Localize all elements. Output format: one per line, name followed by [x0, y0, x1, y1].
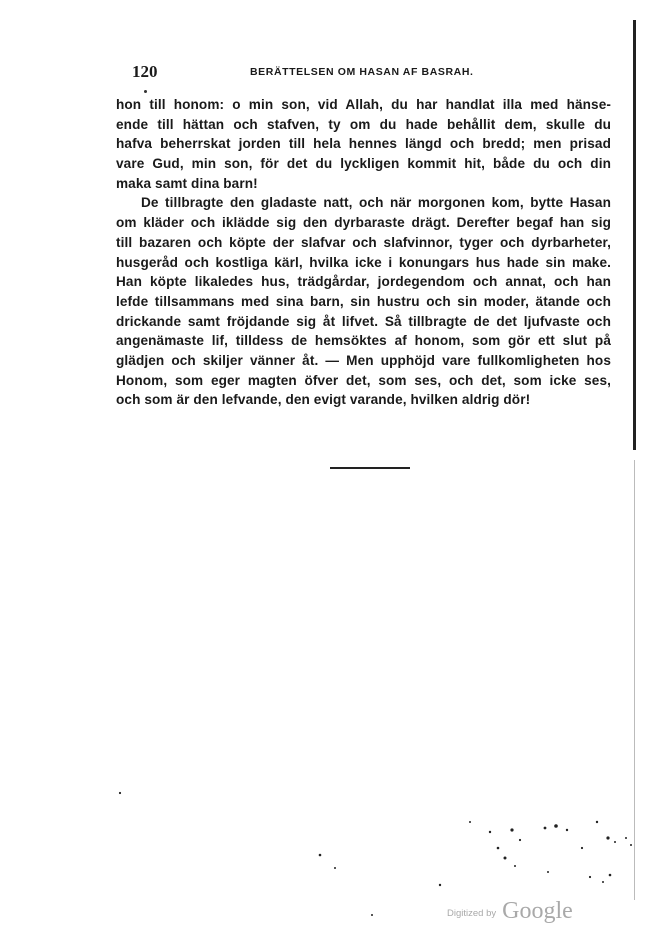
- watermark-prefix: Digitized by: [447, 908, 497, 919]
- page-number: 120: [132, 62, 158, 81]
- text-line-15: Honom, som eger magten öfver det, som ses, och det, som icke ses,: [116, 372, 611, 388]
- text-line-8: till bazaren och köpte der slafvar och slafvinnor, tyger och dyrbarheter,: [116, 234, 611, 250]
- text-line-3: hafva beherrskat jorden till hela hennes längd och bredd; men prisad: [116, 136, 611, 152]
- text-line-2: ende till hättan och stafven, ty om du hade behållit dem, skulle du: [116, 116, 611, 132]
- text-line-10: Han köpte likaledes hus, trädgårdar, jordegendom och annat, och han: [116, 274, 611, 290]
- text-line-14: glädjen och skiljer vänner åt. — Men upphöjd vare fullkomligheten hos: [116, 352, 611, 368]
- text-line-4: vare Gud, min son, för det du lyckligen kommit hit, både du och din: [116, 156, 611, 172]
- text-line-12: drickande samt fröjdande sig åt lifvet. Så tillbragte de det ljufvaste och: [116, 313, 611, 329]
- text-line-13: angenämaste lif, tilldess de hemsöktes af honom, som gör ett slut på: [116, 333, 611, 349]
- text-line-1: hon till honom: o min son, vid Allah, du har handlat illa med hänse-: [116, 97, 611, 112]
- text-line-6: De tillbragte den gladaste natt, och när morgonen kom, bytte Hasan: [141, 195, 611, 211]
- text-line-7: om kläder och iklädde sig den dyrbaraste drägt. Derefter begaf han sig: [116, 215, 611, 231]
- digitized-by-google-watermark: [447, 898, 573, 932]
- text-line-5: maka samt dina barn!: [116, 175, 258, 191]
- text-line-11: lefde tillsammans med sina barn, sin hustru och sin moder, ätande och: [116, 293, 611, 309]
- text-line-9: husgeråd och kostliga kärl, hvilka icke i konungars hus hade sin make.: [116, 254, 611, 270]
- running-title: BERÄTTELSEN OM HASAN AF BASRAH.: [250, 66, 474, 78]
- text-line-16: och som är den lefvande, den evigt varande, hvilken aldrig dör!: [116, 392, 531, 408]
- google-logo: Google: [502, 898, 573, 924]
